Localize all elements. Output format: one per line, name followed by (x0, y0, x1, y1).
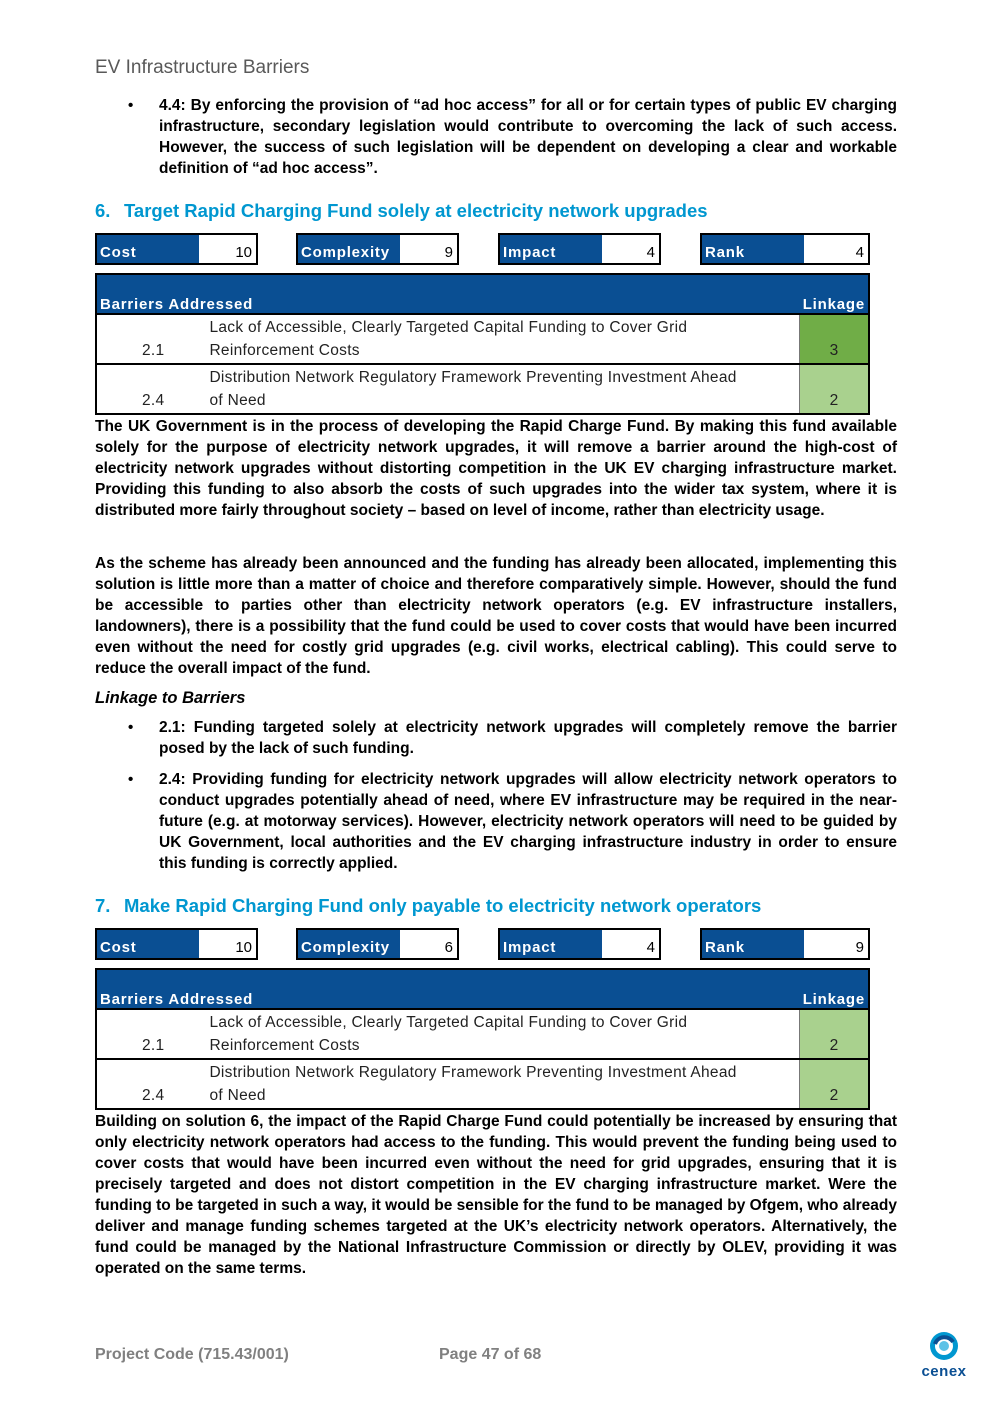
rank-value: 4 (804, 235, 868, 263)
footer-project-code: Project Code (715.43/001) (95, 1346, 289, 1363)
linkage-value: 2 (800, 1059, 869, 1109)
section-7-barriers-table (95, 968, 870, 1110)
intro-bullet-list (95, 95, 897, 189)
barriers-addressed-header: Barriers Addressed (96, 969, 800, 1009)
cost-label: Cost (97, 930, 199, 958)
complexity-label: Complexity (298, 930, 400, 958)
section-6-heading (95, 200, 708, 222)
linkage-value: 2 (800, 364, 869, 414)
cost-value: 10 (199, 235, 256, 263)
barrier-description-line: Distribution Network Regulatory Framework Preventing Investment Ahead (209, 1064, 737, 1081)
linkage-header: Linkage (800, 969, 869, 1009)
table-row (96, 364, 869, 414)
rank-label: Rank (702, 235, 804, 263)
linkage-bullet-2-4: • 2.4: Providing funding for electricity network upgrades will allow electricity network operators to conduct upgrades potentially ahead of need, where EV infrastructure may be required in the near-future (e.g. at motorway services). However, electricity network operators will need to be guided by UK Government, local authorities and the EV charging infrastructure industry in order to ensure this funding is correctly applied. (95, 769, 897, 874)
barrier-description-line: Reinforcement Costs (209, 342, 360, 359)
impact-value: 4 (602, 235, 659, 263)
barrier-description-line: of Need (209, 1087, 266, 1104)
linkage-header: Linkage (800, 274, 869, 314)
linkage-bullet-2-1: • 2.1: Funding targeted solely at electricity network upgrades will completely remove the barrier posed by the lack of such funding. (95, 717, 897, 759)
cost-value: 10 (199, 930, 256, 958)
impact-value: 4 (602, 930, 659, 958)
barrier-description-line: Lack of Accessible, Clearly Targeted Capital Funding to Cover Grid (209, 319, 688, 336)
table-row (96, 314, 869, 364)
complexity-metric (296, 928, 459, 960)
intro-bullet-4-4: • 4.4: By enforcing the provision of “ad hoc access” for all or for certain types of public EV charging infrastructure, secondary legislation would contribute to overcoming the lack of such access. However, the success of such legislation will be dependent on developing a clear and workable definition of “ad hoc access”. (95, 95, 897, 179)
linkage-value: 2 (800, 1009, 869, 1059)
cost-metric (95, 233, 258, 265)
barrier-description (201, 1059, 799, 1109)
section-7-metrics (95, 928, 870, 960)
section-6-barriers-table (95, 273, 870, 415)
complexity-value: 9 (400, 235, 457, 263)
barrier-description-line: Lack of Accessible, Clearly Targeted Capital Funding to Cover Grid (209, 1014, 688, 1031)
barrier-description-line: Distribution Network Regulatory Framework Preventing Investment Ahead (209, 369, 737, 386)
cost-label: Cost (97, 235, 199, 263)
barrier-description-line: Reinforcement Costs (209, 1037, 360, 1054)
barrier-description-line: of Need (209, 392, 266, 409)
section-6-paragraph-1: The UK Government is in the process of developing the Rapid Charge Fund. By making this fund available solely for the purpose of electricity network upgrades, it will remove a barrier around the high-cost of electricity network upgrades without distorting competition in the UK EV charging infrastructure market. Providing this funding to also absorb the costs of such upgrades into the wider tax system, where it is distributed more fairly throughout society – based on level of income, rather than electricity usage. (95, 418, 897, 519)
impact-metric (498, 928, 661, 960)
barrier-description (201, 1009, 799, 1059)
section-6-title: Target Rapid Charging Fund solely at electricity network upgrades (124, 200, 708, 221)
barriers-addressed-header: Barriers Addressed (96, 274, 800, 314)
impact-label: Impact (500, 235, 602, 263)
impact-label: Impact (500, 930, 602, 958)
section-7-title: Make Rapid Charging Fund only payable to electricity network operators (124, 895, 762, 916)
section-7-number: 7. (95, 895, 111, 916)
rank-metric (700, 233, 870, 265)
linkage-value: 3 (800, 314, 869, 364)
impact-metric (498, 233, 661, 265)
section-6-metrics (95, 233, 870, 265)
table-row (96, 1059, 869, 1109)
table-row (96, 1009, 869, 1059)
section-6-number: 6. (95, 200, 111, 221)
section-6-paragraph-2: As the scheme has already been announced and the funding has already been allocated, implementing this solution is little more than a matter of choice and therefore comparatively simple. However, should the fund be accessible to parties other than electricity network operators (e.g. EV infrastructure installers, landowners), there is a possibility that the fund could be used to cover costs that would have been incurred even without the need for costly grid upgrades (e.g. civil works, electrical cabling). This could serve to reduce the overall impact of the fund. (95, 555, 897, 677)
footer-page-number: Page 47 of 68 (439, 1346, 542, 1363)
barrier-description (201, 364, 799, 414)
barrier-description (201, 314, 799, 364)
table-header-row (96, 274, 869, 314)
page-header-title: EV Infrastructure Barriers (95, 57, 310, 78)
barrier-code: 2.1 (141, 1037, 165, 1054)
complexity-label: Complexity (298, 235, 400, 263)
cost-metric (95, 928, 258, 960)
table-header-row (96, 969, 869, 1009)
section-7-paragraph-1: Building on solution 6, the impact of the Rapid Charge Fund could potentially be increased by ensuring that only electricity network operators had access to the funding. This would prevent the funding being used to cover costs that would have been incurred even without the need for grid upgrades, ensuring that it is precisely targeted and does not distort competition in the EV charging infrastructure market. Were the funding to be targeted in such a way, it would be sensible for the fund to be managed by Ofgem, who already deliver and manage funding schemes targeted at the UK’s electricity network operators. Alternatively, the fund could be managed by the National Infrastructure Commission or directly by OLEV, providing it was operated on the same terms. (95, 1113, 897, 1277)
barrier-code: 2.4 (141, 1087, 165, 1104)
rank-label: Rank (702, 930, 804, 958)
cenex-logo (914, 1330, 974, 1382)
rank-metric (700, 928, 870, 960)
linkage-to-barriers-heading: Linkage to Barriers (95, 689, 246, 707)
linkage-bullet-list (95, 717, 897, 884)
section-7-heading (95, 895, 761, 917)
rank-value: 9 (804, 930, 868, 958)
barrier-code: 2.1 (141, 342, 165, 359)
complexity-metric (296, 233, 459, 265)
cenex-logo-text: cenex (921, 1363, 967, 1380)
cenex-logo-icon (914, 1330, 974, 1364)
complexity-value: 6 (400, 930, 457, 958)
barrier-code: 2.4 (141, 392, 165, 409)
